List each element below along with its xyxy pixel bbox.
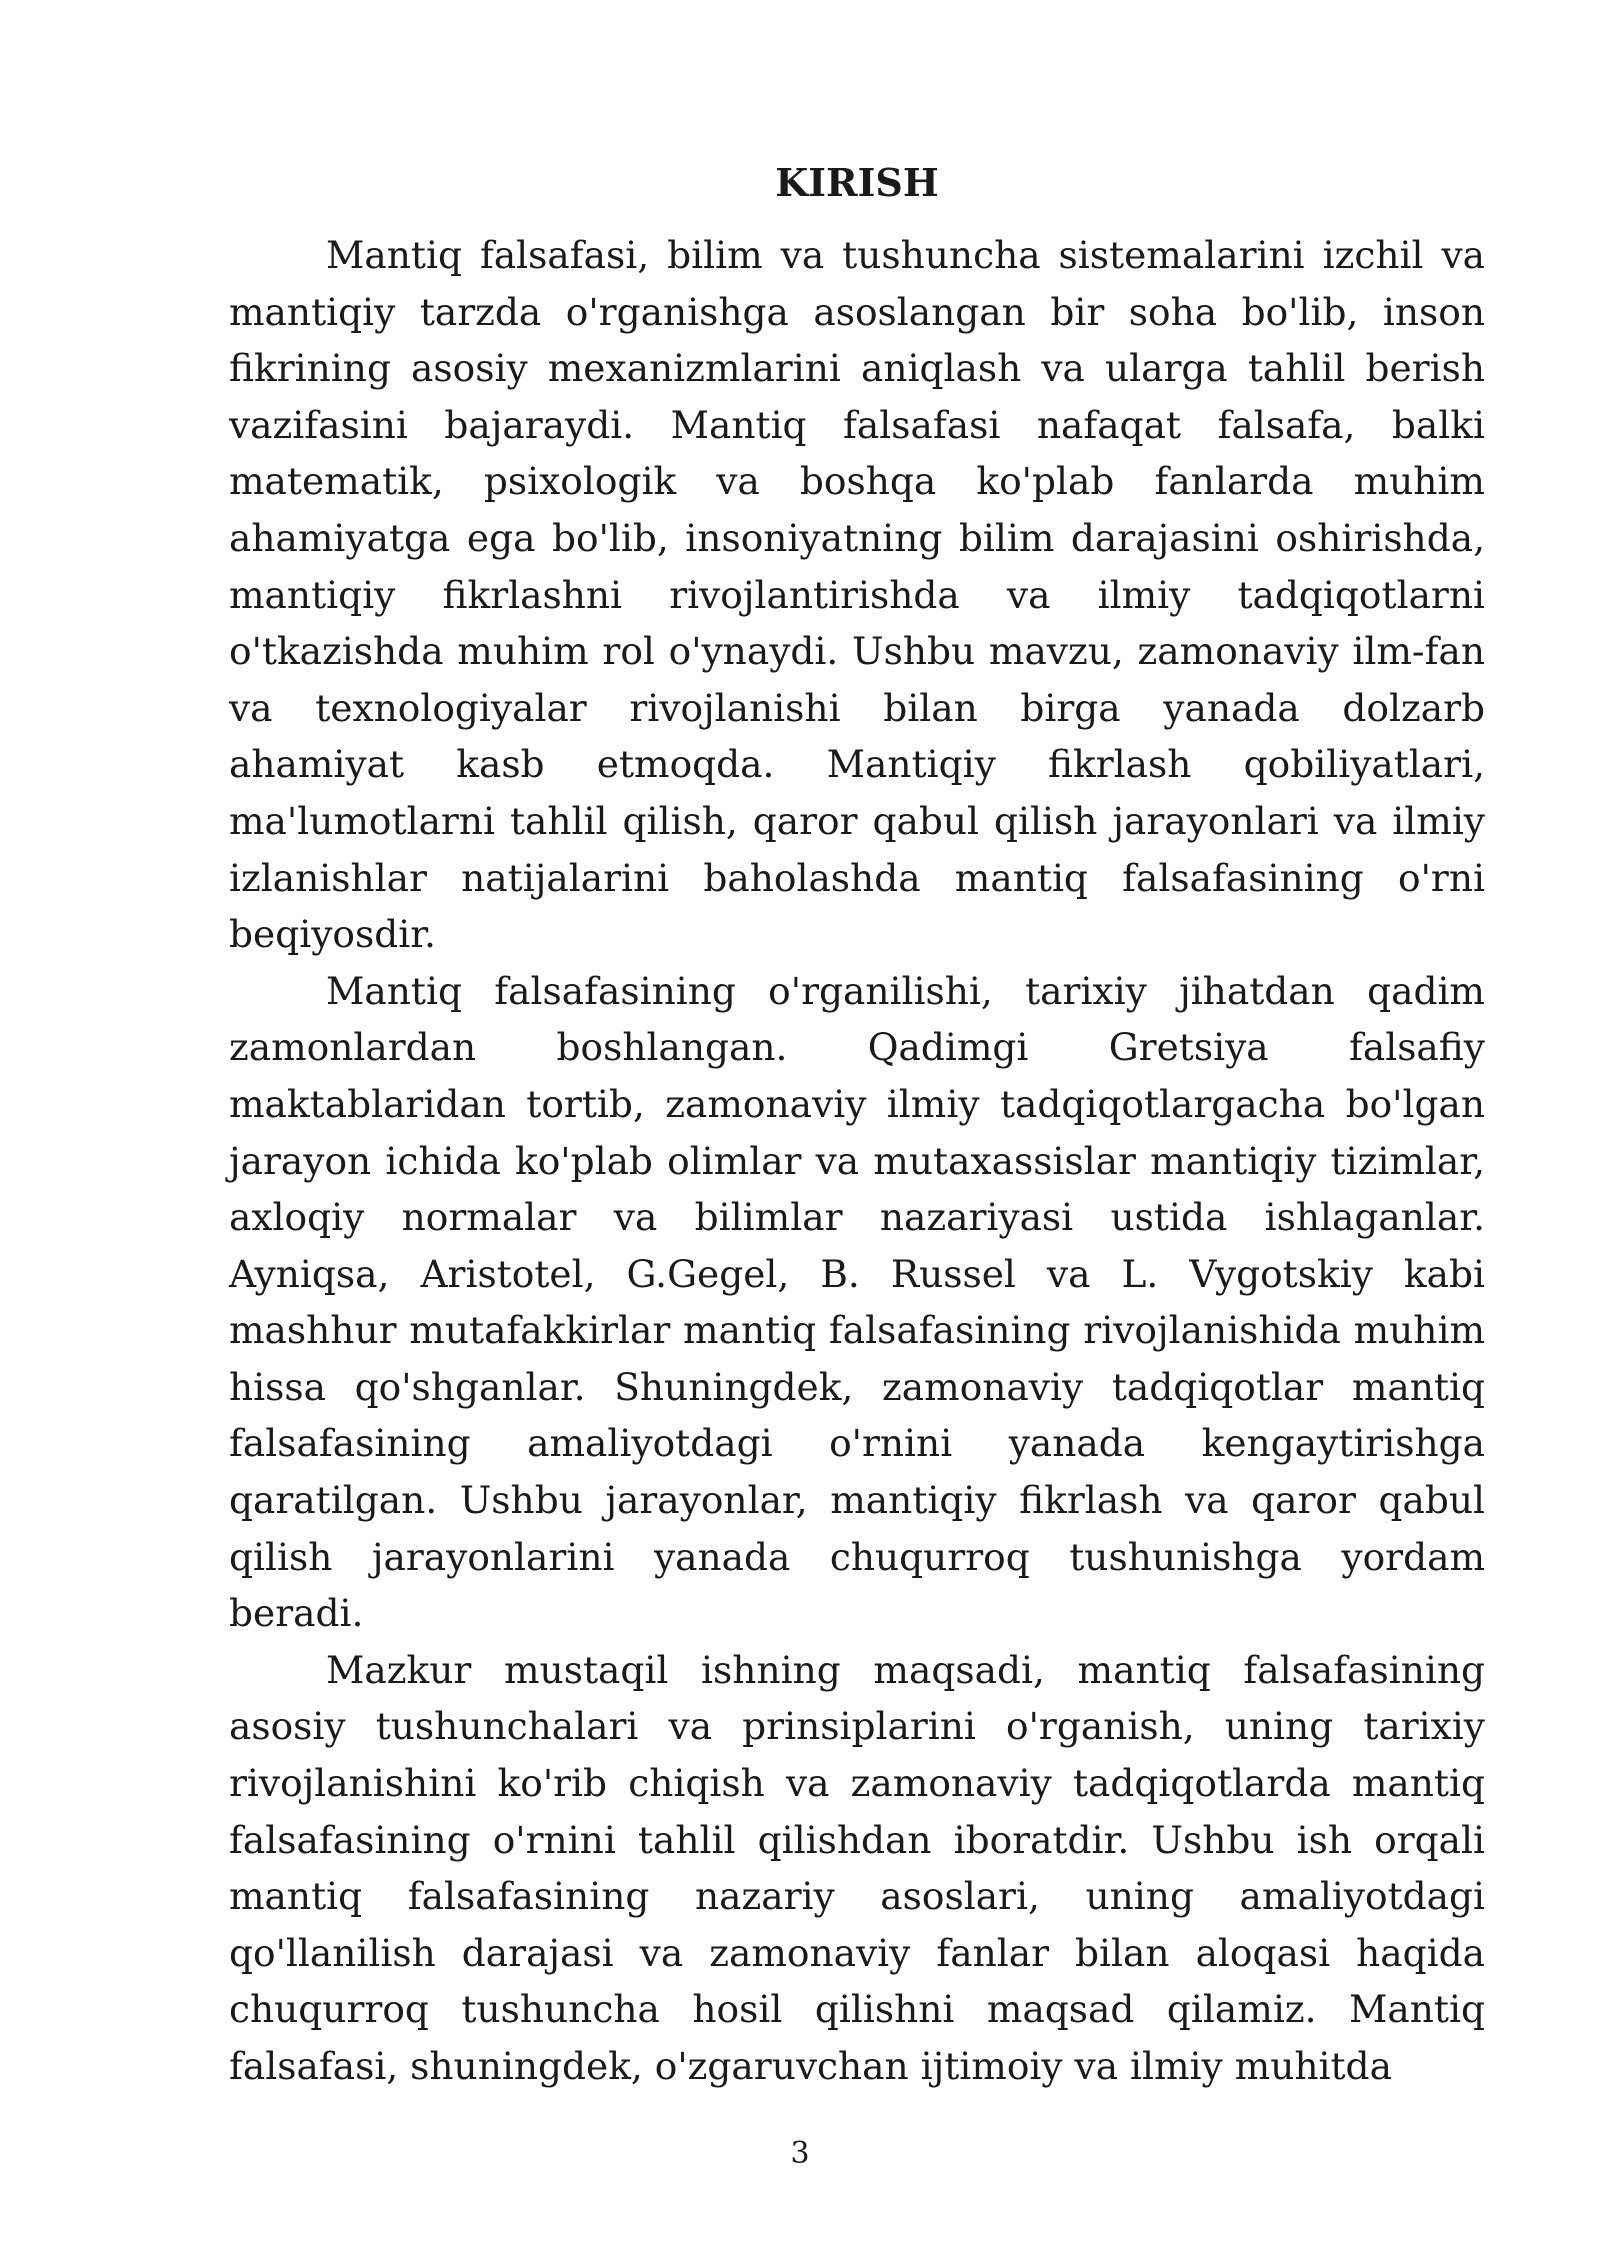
page-content bbox=[229, 155, 1485, 2095]
paragraph-3: Mazkur mustaqil ishning maqsadi, mantiq falsafasining asosiy tushunchalari va prinsiplarini o'rganish, uning tarixiy rivojlanishini ko'rib chiqish va zamonaviy tadqiqotlarda mantiq falsafasining o'rnini tahlil qilishdan iboratdir. Ushbu ish orqali mantiq falsafasining nazariy asoslari, uning amaliyotdagi qo'llanilish darajasi va zamonaviy fanlar bilan aloqasi haqida chuqurroq tushuncha hosil qilishni maqsad qilamiz. Mantiq falsafasi, shuningdek, o'zgaruvchan ijtimoiy va ilmiy muhitda bbox=[229, 1647, 1485, 2088]
page-number: 3 bbox=[790, 2136, 810, 2171]
paragraph-1: Mantiq falsafasi, bilim va tushuncha sistemalarini izchil va mantiqiy tarzda o'rganishga asoslangan bir soha bo'lib, inson fikrining asosiy mexanizmlarini aniqlash va ularga tahlil berish vazifasini bajaraydi. Mantiq falsafasi nafaqat falsafa, balki matematik, psixologik va boshqa ko'plab fanlarda muhim ahamiyatga ega bo'lib, insoniyatning bilim darajasini oshirishda, mantiqiy fikrlashni rivojlantirishda va ilmiy tadqiqotlarni o'tkazishda muhim rol o'ynaydi. Ushbu mavzu, zamonaviy ilm-fan va texnologiyalar rivojlanishi bilan birga yanada dolzarb ahamiyat kasb etmoqda. Mantiqiy fikrlash qobiliyatlari, ma'lumotlarni tahlil qilish, qaror qabul qilish jarayonlari va ilmiy izlanishlar natijalarini baholashda mantiq falsafasining o'rni beqiyosdir. bbox=[229, 233, 1485, 957]
section-title: KIRISH bbox=[775, 160, 939, 205]
paragraph-2: Mantiq falsafasining o'rganilishi, tarixiy jihatdan qadim zamonlardan boshlangan. Qadimgi Gretsiya falsafiy maktablaridan tortib, zamonaviy ilmiy tadqiqotlargacha bo'lgan jarayon ichida ko'plab olimlar va mutaxassislar mantiqiy tizimlar, axloqiy normalar va bilimlar nazariyasi ustida ishlaganlar. Ayniqsa, Aristotel, G.Gegel, B. Russel va L. Vygotskiy kabi mashhur mutafakkirlar mantiq falsafasining rivojlanishida muhim hissa qo'shganlar. Shuningdek, zamonaviy tadqiqotlar mantiq falsafasining amaliyotdagi o'rnini yanada kengaytirishga qaratilgan. Ushbu jarayonlar, mantiqiy fikrlash va qaror qabul qilish jarayonlarini yanada chuqurroq tushunishga yordam beradi. bbox=[229, 968, 1485, 1636]
